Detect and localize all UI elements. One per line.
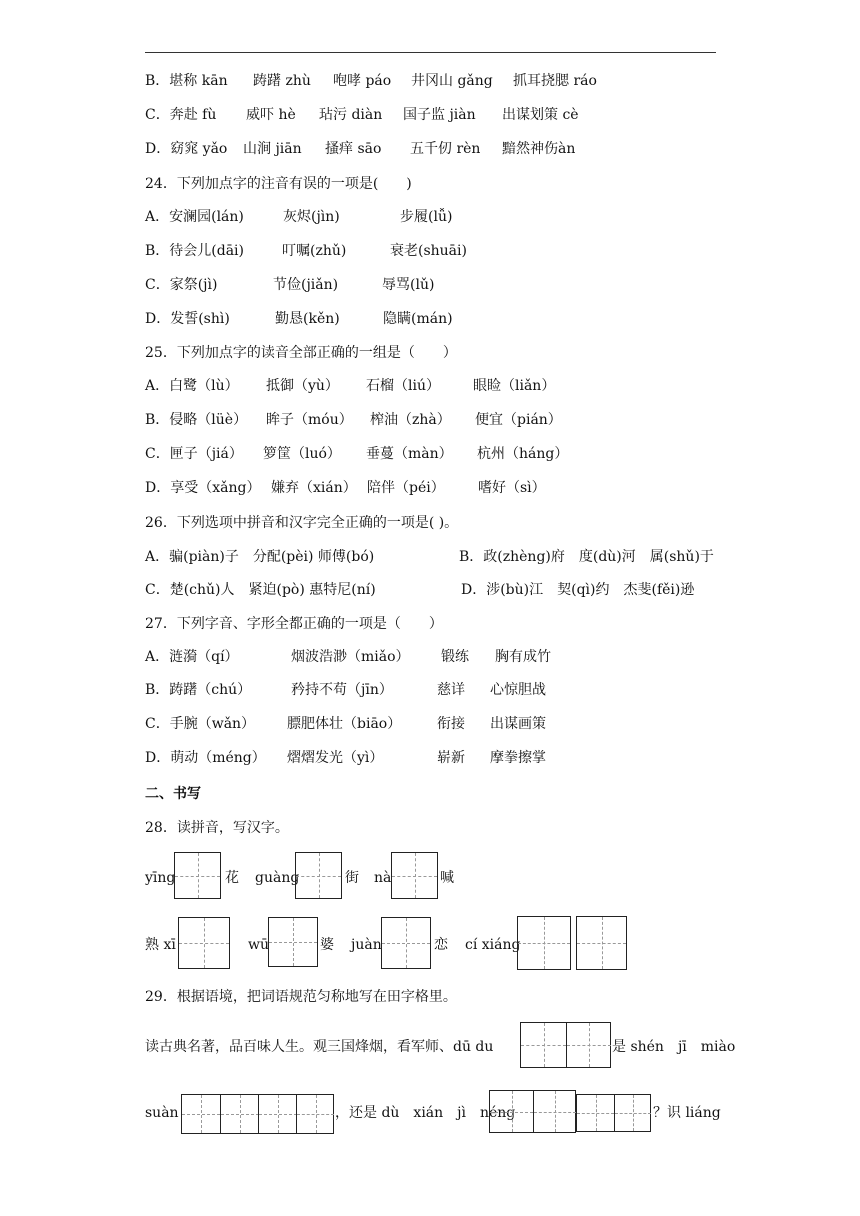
- q24-a-item-2: 灰烬(jìn): [283, 209, 340, 225]
- tian-grid-2cells[interactable]: [489, 1090, 576, 1133]
- q28-char-hua: 花: [225, 870, 239, 886]
- q28-pinyin-juan: juàn: [351, 937, 382, 953]
- q24-c-item-1: C．家祭(jì): [145, 277, 218, 293]
- q27-b-item-1: B．踌躇（chú）: [145, 682, 252, 698]
- q27-a-item-1: A．涟漪（qí）: [145, 649, 239, 665]
- q28-char-lian: 恋: [434, 937, 448, 953]
- q25-a-item-4: 眼睑（liǎn）: [473, 378, 556, 394]
- q25-a-item-3: 石榴（liú）: [366, 378, 440, 394]
- q27-a-item-2: 烟波浩渺（miǎo）: [291, 649, 410, 665]
- q28-pinyin-guang: guàng: [255, 870, 300, 886]
- q28-char-han: 喊: [440, 870, 454, 886]
- q27-c-item-1: C．手腕（wǎn）: [145, 716, 256, 732]
- q29-stem: 29．根据语境，把词语规范匀称地写在田字格里。: [145, 989, 457, 1005]
- q23-d-item-4: 五千仞 rèn: [410, 141, 481, 157]
- q25-b-item-3: 榨油（zhà）: [370, 412, 451, 428]
- q25-a-item-2: 抵御（yù）: [266, 378, 339, 394]
- q27-b-item-2: 矜持不苟（jīn）: [291, 682, 393, 698]
- tian-grid-2cells[interactable]: [520, 1022, 611, 1068]
- q27-a-item-3: 锻练: [441, 649, 469, 665]
- q28-pinyin-shuxi: 熟 xī: [145, 937, 176, 953]
- q28-char-po: 婆: [320, 937, 334, 953]
- q24-a-item-3: 步履(lǚ): [400, 209, 453, 225]
- q24-stem: 24．下列加点字的注音有误的一项是( ): [145, 176, 412, 192]
- q23-c-item-5: 出谋划策 cè: [502, 107, 579, 123]
- q27-c-item-3: 衔接: [437, 716, 465, 732]
- q25-c-item-4: 杭州（háng）: [477, 446, 569, 462]
- q29-passage-line2-tail: ？识 liáng: [653, 1105, 721, 1121]
- q26-option-b: B．政(zhèng)府 度(dù)河 属(shǔ)于: [459, 549, 714, 565]
- tian-grid-box[interactable]: [381, 917, 431, 969]
- q25-b-item-2: 眸子（móu）: [266, 412, 353, 428]
- q23-b-item-4: 井冈山 gǎng: [411, 73, 493, 89]
- q24-b-item-1: B．待会儿(dāi): [145, 243, 244, 259]
- q24-c-item-2: 节俭(jiǎn): [273, 277, 339, 293]
- q25-d-item-4: 嗜好（sì）: [478, 480, 546, 496]
- q28-stem: 28．读拼音，写汉字。: [145, 820, 289, 836]
- q23-b-item-2: 踌躇 zhù: [253, 73, 311, 89]
- q25-c-item-2: 箩筐（luó）: [263, 446, 341, 462]
- q28-pinyin-ying: yīng: [145, 870, 176, 886]
- q26-option-a: A．骗(piàn)子 分配(pèi) 师傅(bó): [145, 549, 375, 565]
- q27-d-item-2: 熠熠发光（yì）: [287, 750, 384, 766]
- q23-c-item-1: C．奔赴 fù: [145, 107, 217, 123]
- q23-d-item-5: 黯然神伤àn: [502, 141, 576, 157]
- q27-a-item-4: 胸有成竹: [495, 649, 551, 665]
- tian-grid-box[interactable]: [178, 917, 230, 969]
- q25-d-item-2: 嫌弃（xián）: [271, 480, 357, 496]
- tian-grid-box[interactable]: [517, 916, 571, 970]
- q23-d-item-3: 搔痒 sāo: [325, 141, 382, 157]
- q23-c-item-4: 国子监 jiàn: [403, 107, 476, 123]
- tian-grid-box[interactable]: [295, 852, 342, 899]
- q23-b-item-5: 抓耳挠腮 ráo: [513, 73, 597, 89]
- q27-d-item-4: 摩拳擦掌: [490, 750, 546, 766]
- tian-grid-2cells[interactable]: [576, 1094, 651, 1132]
- q24-a-item-1: A．安澜园(lán): [145, 209, 244, 225]
- q29-pinyin-suan: suàn: [145, 1105, 179, 1121]
- q23-c-item-3: 玷污 diàn: [319, 107, 383, 123]
- q29-passage-line1: 读古典名著，品百味人生。观三国烽烟，看军师、dū du: [145, 1039, 494, 1055]
- q25-c-item-3: 垂蔓（màn）: [366, 446, 453, 462]
- q25-b-item-1: B．侵略（lüè）: [145, 412, 248, 428]
- section-heading-writing: 二、书写: [145, 786, 201, 802]
- q27-b-item-3: 慈详: [437, 682, 465, 698]
- q24-d-item-2: 勤恳(kěn): [275, 311, 340, 327]
- q25-d-item-3: 陪伴（péi）: [367, 480, 445, 496]
- q25-stem: 25．下列加点字的读音全部正确的一组是（ ）: [145, 345, 457, 361]
- q29-passage-line1-tail: 是 shén jī miào: [612, 1039, 736, 1055]
- q27-b-item-4: 心惊胆战: [490, 682, 546, 698]
- q25-a-item-1: A．白鹭（lù）: [145, 378, 239, 394]
- q24-c-item-3: 辱骂(lǔ): [382, 277, 435, 293]
- q26-stem: 26．下列选项中拼音和汉字完全正确的一项是( )。: [145, 515, 459, 531]
- tian-grid-4cells[interactable]: [181, 1094, 334, 1134]
- q28-char-jie: 街: [345, 870, 359, 886]
- q29-passage-line2: ，还是 dù xián jì néng: [335, 1105, 516, 1121]
- q25-d-item-1: D．享受（xǎng）: [145, 480, 261, 496]
- q23-d-item-1: D．窈窕 yǎo: [145, 141, 228, 157]
- q24-b-item-2: 叮嘱(zhǔ): [282, 243, 347, 259]
- q28-pinyin-cixiang: cí xiáng: [465, 937, 521, 953]
- q27-d-item-1: D．萌动（méng）: [145, 750, 266, 766]
- q27-c-item-4: 出谋画策: [490, 716, 546, 732]
- q23-b-item-1: B．堪称 kān: [145, 73, 228, 89]
- q27-c-item-2: 膘肥体壮（biāo）: [287, 716, 402, 732]
- q23-d-item-2: 山涧 jiān: [243, 141, 302, 157]
- tian-grid-box[interactable]: [391, 852, 438, 899]
- q23-c-item-2: 威吓 hè: [246, 107, 296, 123]
- q23-b-item-3: 咆哮 páo: [333, 73, 392, 89]
- q24-d-item-1: D．发誓(shì): [145, 311, 230, 327]
- q25-c-item-1: C．匣子（jiá）: [145, 446, 243, 462]
- q27-d-item-3: 崭新: [437, 750, 465, 766]
- tian-grid-box[interactable]: [174, 852, 221, 899]
- tian-grid-box[interactable]: [268, 917, 318, 967]
- q24-d-item-3: 隐瞒(mán): [383, 311, 453, 327]
- q26-option-d: D．涉(bù)江 契(qì)约 杰斐(fěi)逊: [461, 582, 695, 598]
- q26-option-c: C．楚(chǔ)人 紧迫(pò) 惠特尼(ní): [145, 582, 376, 598]
- tian-grid-box[interactable]: [576, 916, 627, 970]
- q28-pinyin-wu: wū: [248, 937, 269, 953]
- q27-stem: 27．下列字音、字形全都正确的一项是（ ）: [145, 616, 443, 632]
- q25-b-item-4: 便宜（pián）: [475, 412, 562, 428]
- q28-pinyin-na: nà: [374, 870, 392, 886]
- q24-b-item-3: 衰老(shuāi): [390, 243, 467, 259]
- header-rule: [145, 52, 716, 53]
